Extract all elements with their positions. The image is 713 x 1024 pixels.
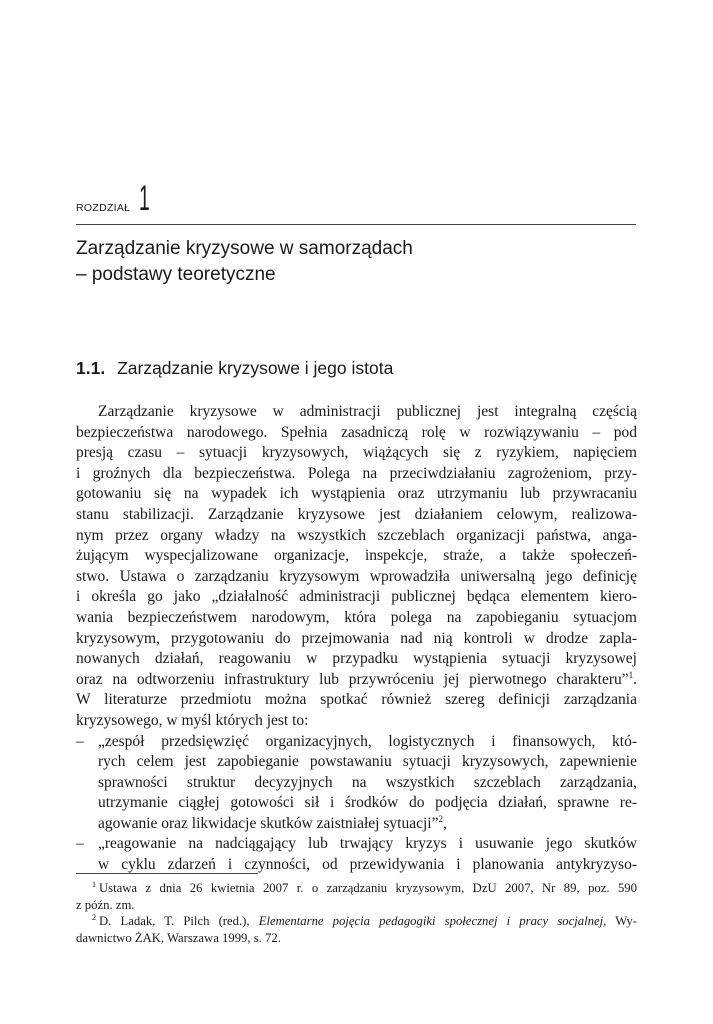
footnote-1 — [76, 880, 637, 897]
body-text — [76, 402, 637, 876]
chapter-label — [76, 179, 159, 218]
chapter-title — [76, 236, 636, 288]
chapter-divider — [76, 224, 636, 225]
body-line: bezpieczeństwa narodowego. Spełnia zasadniczą rolę w rozwiązywaniu – pod — [76, 423, 637, 441]
body-line: presją czasu – sytuacji kryzysowych, wiążących się z ryzykiem, napięciem — [76, 444, 637, 462]
list-item — [76, 732, 637, 753]
list-item-line: utrzymanie ciągłej gotowości sił i środków do podjęcia działań, sprawne re- — [98, 794, 637, 812]
list-item-line: „zespół przedsięwzięć organizacyjnych, logistycznych i finansowych, któ- — [98, 732, 637, 750]
section-number: 1.1. — [76, 358, 106, 378]
section-title: Zarządzanie kryzysowe i jego istota — [117, 358, 394, 378]
footnote-number: 1 — [92, 879, 96, 889]
body-line: kryzysowym, przygotowaniu do przejmowania nad nią kontroli w drodze zapla- — [76, 629, 637, 647]
list-item-text: agowanie oraz likwidacje skutków zaistniałej sytuacji” — [98, 814, 439, 832]
section-heading — [76, 358, 393, 379]
body-line-tail: . — [633, 670, 637, 688]
body-line: nym przez organy władzy na wszystkich szczeblach organizacji państwa, anga- — [76, 526, 637, 544]
chapter-title-line: Zarządzanie kryzysowe w samorządach — [76, 238, 413, 259]
list-item-line — [76, 814, 637, 835]
list-item-line: „reagowanie na nadciągający lub trwający kryzys i usuwanie jego skutków — [98, 835, 637, 853]
list-item-tail: , — [442, 814, 447, 832]
footnote-2-cont: dawnictwo ŻAK, Warszawa 1999, s. 72. — [76, 930, 281, 945]
list-dash: – — [76, 732, 84, 750]
footnote-authors: D. Ladak, T. Pilch (red.), — [99, 914, 250, 929]
body-line: nowanych działań, reagowaniu w przypadku wystąpienia sytuacji kryzysowej — [76, 650, 637, 668]
list-item-line: w cyklu zdarzeń i czynności, od przewidywania i planowania antykryzyso- — [98, 856, 637, 874]
body-line: stwo. Ustawa o zarządzaniu kryzysowym wprowadziła uniwersalną jego definicję — [76, 567, 637, 585]
chapter-title-line: – podstawy teoretyczne — [76, 264, 276, 285]
list-item — [76, 834, 637, 855]
footnote-book-title: Elementarne pojęcia pedagogiki społecznej i pracy socjalnej — [258, 914, 604, 929]
body-line: żującym wyspecjalizowane organizacje, inspekcje, straże, a także społeczeń- — [76, 547, 637, 565]
body-line: wania bezpieczeństwem narodowym, która polega na zapobieganiu sytuacjom — [76, 608, 637, 626]
body-line: kryzysowego, w myśl których jest to: — [76, 711, 309, 729]
body-line: gotowaniu się na wypadek ich wystąpienia oraz utrzymaniu lub przywracaniu — [76, 485, 637, 503]
footnote-text: Ustawa z dnia 26 kwietnia 2007 r. o zarządzaniu kryzysowym, DzU 2007, Nr 89, poz. 590 — [99, 881, 637, 895]
body-line — [76, 670, 637, 691]
list-item-line: rych celem jest zapobieganie powstawaniu sytuacji kryzysowych, zapewnienie — [98, 753, 637, 771]
body-line: i określa go jako „działalność administracji publicznej będąca elementem kiero- — [76, 588, 637, 606]
chapter-word: ROZDZIAŁ — [76, 202, 131, 214]
footnote-divider — [76, 873, 258, 874]
list-item-line: sprawności struktur decyzyjnych na wszystkich szczeblach zarządzania, — [98, 773, 637, 791]
list-dash: – — [76, 835, 84, 853]
footnote-2 — [76, 913, 637, 930]
body-line: stanu stabilizacji. Zarządzanie kryzysowe jest działaniem celowym, realizowa- — [76, 505, 637, 523]
body-line-text: oraz na odtworzeniu infrastruktury lub przywróceniu jej pierwotnego charakteru” — [76, 670, 629, 688]
body-line: i groźnych dla bezpieczeństwa. Polega na przeciwdziałaniu zagrożeniom, przy- — [76, 464, 637, 482]
footnote-ref[interactable]: 1 — [628, 669, 634, 680]
body-line: W literaturze przedmiotu można spotkać również szereg definicji zarządzania — [76, 691, 637, 709]
footnote-number: 2 — [92, 912, 96, 922]
footnote-1-cont: z późn. zm. — [76, 897, 135, 912]
footnote-tail: , Wy- — [603, 914, 637, 929]
footnotes — [76, 880, 637, 946]
footnote-ref[interactable]: 2 — [438, 813, 443, 824]
body-line: Zarządzanie kryzysowe w administracji publicznej jest integralną częścią — [98, 403, 637, 420]
chapter-number: 1 — [139, 179, 151, 218]
